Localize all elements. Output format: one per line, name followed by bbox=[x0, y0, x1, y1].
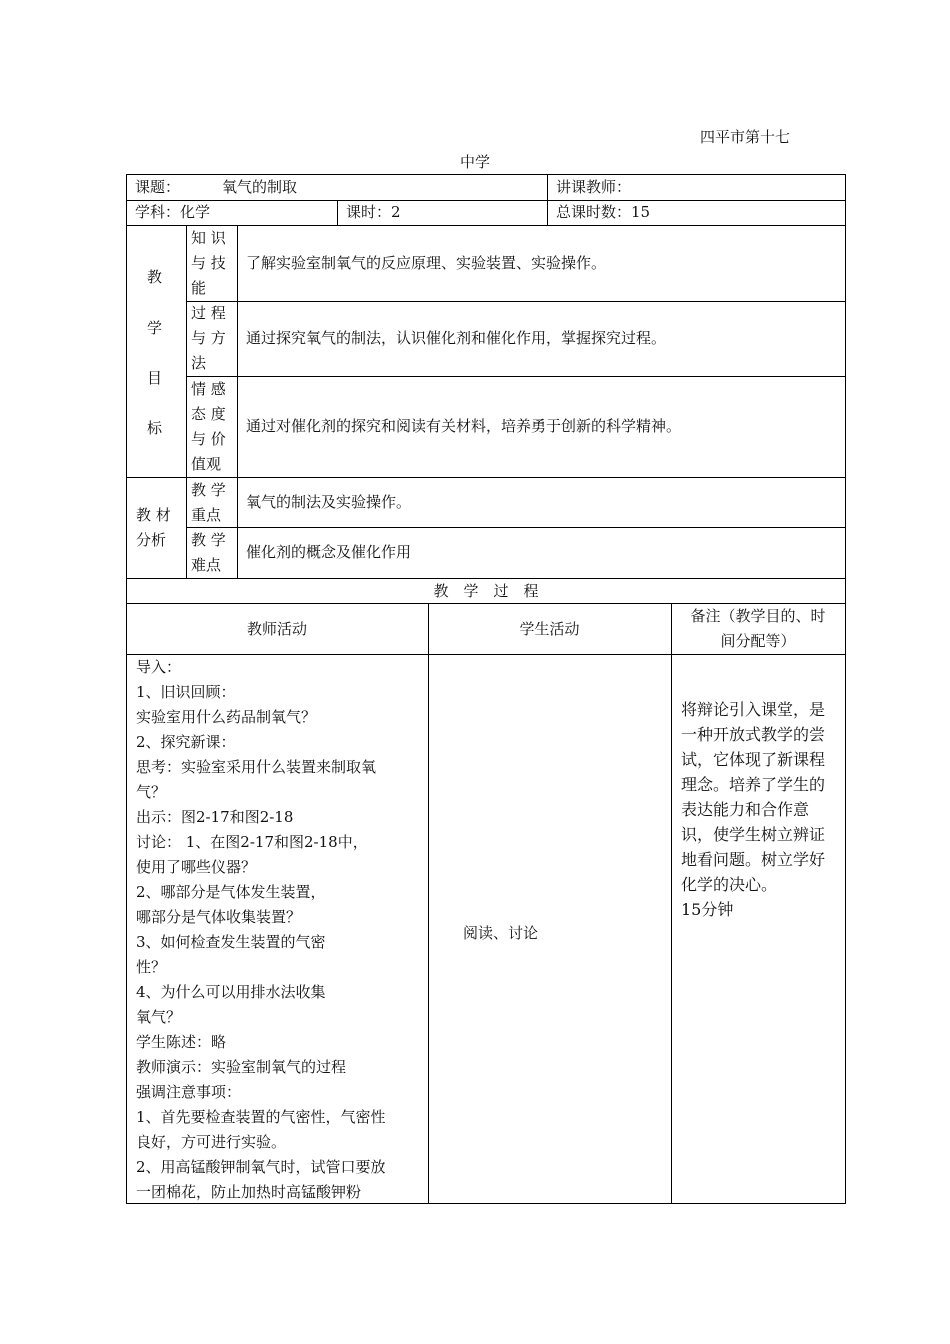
objective-content: 通过探究氧气的制法，认识催化剂和催化作用，掌握探究过程。 bbox=[246, 329, 667, 347]
teacher-activity-line: 1、首先要检查装置的气密性，气密性 bbox=[136, 1108, 386, 1126]
teacher-activity-line: 气？ bbox=[136, 783, 167, 801]
teacher-activity-line: 学生陈述：略 bbox=[136, 1033, 227, 1051]
student-activity: 阅读、讨论 bbox=[463, 924, 539, 942]
teacher-activity-line: 使用了哪些仪器？ bbox=[136, 858, 257, 876]
objectives-label-char: 目 bbox=[147, 369, 163, 387]
objectives-label-char: 教 bbox=[147, 268, 163, 286]
analysis-content: 催化剂的概念及催化作用 bbox=[246, 543, 412, 561]
notes-line: 将辩论引入课堂，是 bbox=[681, 700, 826, 719]
notes-line: 表达能力和合作意 bbox=[681, 800, 810, 819]
topic-value: 氧气的制取 bbox=[222, 178, 298, 196]
teacher-activity-line: 1、旧识回顾： bbox=[136, 683, 236, 701]
objective-content: 通过对催化剂的探究和阅读有关材料，培养勇于创新的科学精神。 bbox=[246, 417, 682, 435]
teacher-activity-line: 思考：实验室采用什么装置来制取氧 bbox=[136, 758, 377, 776]
analysis-content: 氧气的制法及实验操作。 bbox=[246, 493, 412, 511]
notes-line: 试，它体现了新课程 bbox=[681, 750, 826, 769]
teacher-activity-line: 强调注意事项： bbox=[136, 1083, 242, 1101]
teacher-activity-line: 讨论： 1、在图2-17和图2-18中， bbox=[136, 833, 368, 851]
teacher-activity-line: 导入： bbox=[136, 658, 182, 676]
analysis-label: 教 材 分析 bbox=[136, 506, 171, 549]
teacher-activity-line: 4、为什么可以用排水法收集 bbox=[136, 983, 326, 1001]
teacher-activity-line: 出示：图2-17和图2-18 bbox=[136, 808, 294, 826]
objective-category: 知 识 与 技 能 bbox=[191, 229, 226, 297]
period-field: 课时：2 bbox=[346, 203, 401, 221]
teacher-activity-line: 2、探究新课： bbox=[136, 733, 236, 751]
teacher-label: 讲课教师： bbox=[556, 178, 632, 196]
teacher-activity-line: 哪部分是气体收集装置？ bbox=[136, 908, 302, 926]
teacher-activity-line: 一团棉花，防止加热时高锰酸钾粉 bbox=[136, 1183, 362, 1201]
teacher-activity-line: 3、如何检查发生装置的气密 bbox=[136, 933, 326, 951]
subject-field: 学科：化学 bbox=[135, 203, 211, 221]
notes-line: 一种开放式教学的尝 bbox=[681, 725, 826, 744]
analysis-category: 教 学 难点 bbox=[191, 531, 226, 574]
notes-line: 15分钟 bbox=[681, 900, 734, 919]
objective-category: 过 程 与 方 法 bbox=[191, 304, 226, 372]
objectives-label-char: 学 bbox=[147, 319, 163, 337]
notes-content bbox=[681, 697, 825, 922]
teacher-activity-line: 2、哪部分是气体发生装置， bbox=[136, 883, 326, 901]
teacher-activity-line: 教师演示：实验室制氧气的过程 bbox=[136, 1058, 347, 1076]
total-periods-field: 总课时数：15 bbox=[556, 203, 651, 221]
notes-line: 识，使学生树立辨证 bbox=[681, 825, 826, 844]
teacher-activity-line: 氧气？ bbox=[136, 1008, 182, 1026]
objective-content: 了解实验室制氧气的反应原理、实验装置、实验操作。 bbox=[246, 254, 607, 272]
column-header-notes: 备注（教学目的、时 间分配等） bbox=[690, 607, 826, 650]
teacher-activity-line: 2、用高锰酸钾制氧气时，试管口要放 bbox=[136, 1158, 386, 1176]
school-name-line2: 中学 bbox=[459, 153, 490, 171]
objectives-label-char: 标 bbox=[147, 419, 163, 437]
teacher-activity bbox=[136, 655, 386, 1205]
process-title: 教 学 过 程 bbox=[433, 582, 539, 600]
teacher-activity-line: 良好，方可进行实验。 bbox=[136, 1133, 287, 1151]
topic-label: 课题： bbox=[135, 178, 181, 196]
notes-line: 理念。培养了学生的 bbox=[681, 775, 826, 794]
analysis-category: 教 学 重点 bbox=[191, 481, 226, 524]
notes-line: 地看问题。树立学好 bbox=[681, 850, 826, 869]
column-header-student: 学生活动 bbox=[519, 620, 580, 638]
school-name-line1: 四平市第十七 bbox=[700, 128, 791, 146]
teacher-activity-line: 实验室用什么药品制氧气？ bbox=[136, 708, 317, 726]
teacher-activity-line: 性？ bbox=[136, 958, 167, 976]
column-header-teacher: 教师活动 bbox=[246, 620, 307, 638]
notes-line: 化学的决心。 bbox=[681, 875, 778, 894]
objective-category: 情 感 态 度 与 价 值观 bbox=[191, 380, 226, 473]
